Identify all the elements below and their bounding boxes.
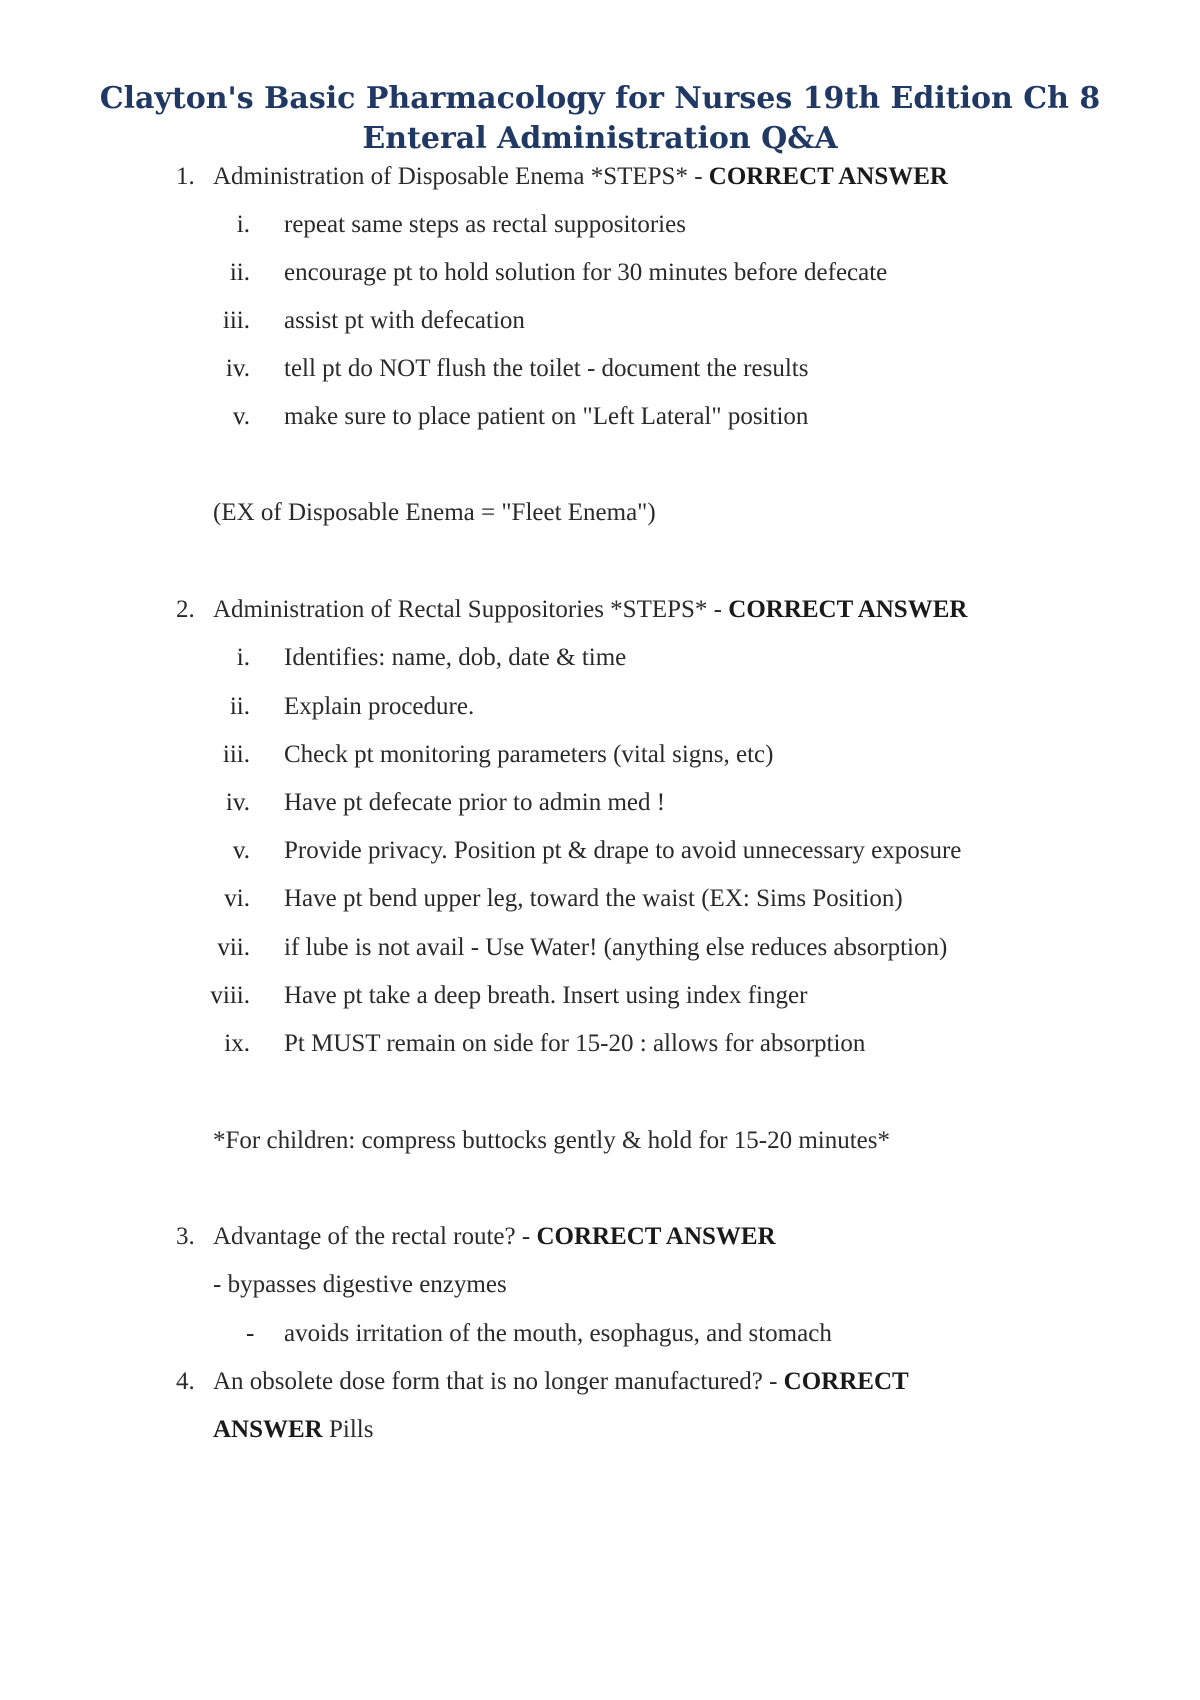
correct-answer-label: ANSWER [213,1416,323,1443]
step-text: Provide privacy. Position pt & drape to avoid unnecessary exposure [284,837,962,864]
step-text: Pt MUST remain on side for 15-20 : allows for absorption [284,1030,866,1057]
correct-answer-label: CORRECT ANSWER [728,596,968,623]
step-number: vi. [224,885,250,912]
question-text [213,595,967,625]
step-number: v. [232,403,250,430]
question-text [213,1222,776,1252]
answer-line: - bypasses digestive enzymes [213,1271,507,1298]
step-number: ix. [224,1030,250,1057]
question-text [213,1367,909,1397]
step-number: iii. [222,741,250,768]
question-text [213,162,948,192]
step-text: repeat same steps as rectal suppositories [284,211,686,238]
question-1-note: (EX of Disposable Enema = "Fleet Enema") [213,499,656,526]
question-prompt: Administration of Rectal Suppositories *STEPS* - [213,596,729,623]
question-number: 1. [176,163,195,190]
step-text: Have pt bend upper leg, toward the waist (EX: Sims Position) [284,885,903,912]
document-title-line-2: Enteral Administration Q&A [362,121,838,156]
question-number: 3. [176,1223,195,1250]
step-number: ii. [229,693,250,720]
correct-answer-label: CORRECT [783,1368,909,1395]
step-number: iv. [225,355,250,382]
step-text: make sure to place patient on "Left Lateral" position [284,403,809,430]
step-number: v. [232,837,250,864]
step-text: if lube is not avail - Use Water! (anything else reduces absorption) [284,934,948,961]
step-number: iv. [225,789,250,816]
question-prompt: An obsolete dose form that is no longer manufactured? - [213,1368,784,1395]
step-text: Explain procedure. [284,693,475,720]
question-prompt: Advantage of the rectal route? - [213,1223,537,1250]
correct-answer-label: CORRECT ANSWER [708,163,948,190]
step-number: vii. [217,934,250,961]
question-4-answer [213,1415,373,1445]
step-text: Have pt defecate prior to admin med ! [284,789,666,816]
step-text: Have pt take a deep breath. Insert using index finger [284,982,808,1009]
step-text: Identifies: name, dob, date & time [284,644,627,671]
question-2-note: *For children: compress buttocks gently & hold for 15-20 minutes* [213,1127,890,1154]
answer-text: Pills [322,1416,374,1443]
step-text: assist pt with defecation [284,307,525,334]
document-title-line-1: Clayton's Basic Pharmacology for Nurses 19th Edition Ch 8 [99,81,1101,116]
step-text: encourage pt to hold solution for 30 minutes before defecate [284,259,888,286]
step-text: Check pt monitoring parameters (vital signs, etc) [284,741,774,768]
answer-line: avoids irritation of the mouth, esophagus, and stomach [284,1320,832,1347]
step-number: viii. [210,982,250,1009]
question-number: 4. [176,1368,195,1395]
step-number: i. [236,211,250,238]
answer-dash: - [246,1320,255,1347]
question-prompt: Administration of Disposable Enema *STEPS* - [213,163,709,190]
question-number: 2. [176,596,195,623]
step-number: i. [236,644,250,671]
step-text: tell pt do NOT flush the toilet - document the results [284,355,809,382]
step-number: iii. [222,307,250,334]
step-number: ii. [229,259,250,286]
correct-answer-label: CORRECT ANSWER [536,1223,776,1250]
